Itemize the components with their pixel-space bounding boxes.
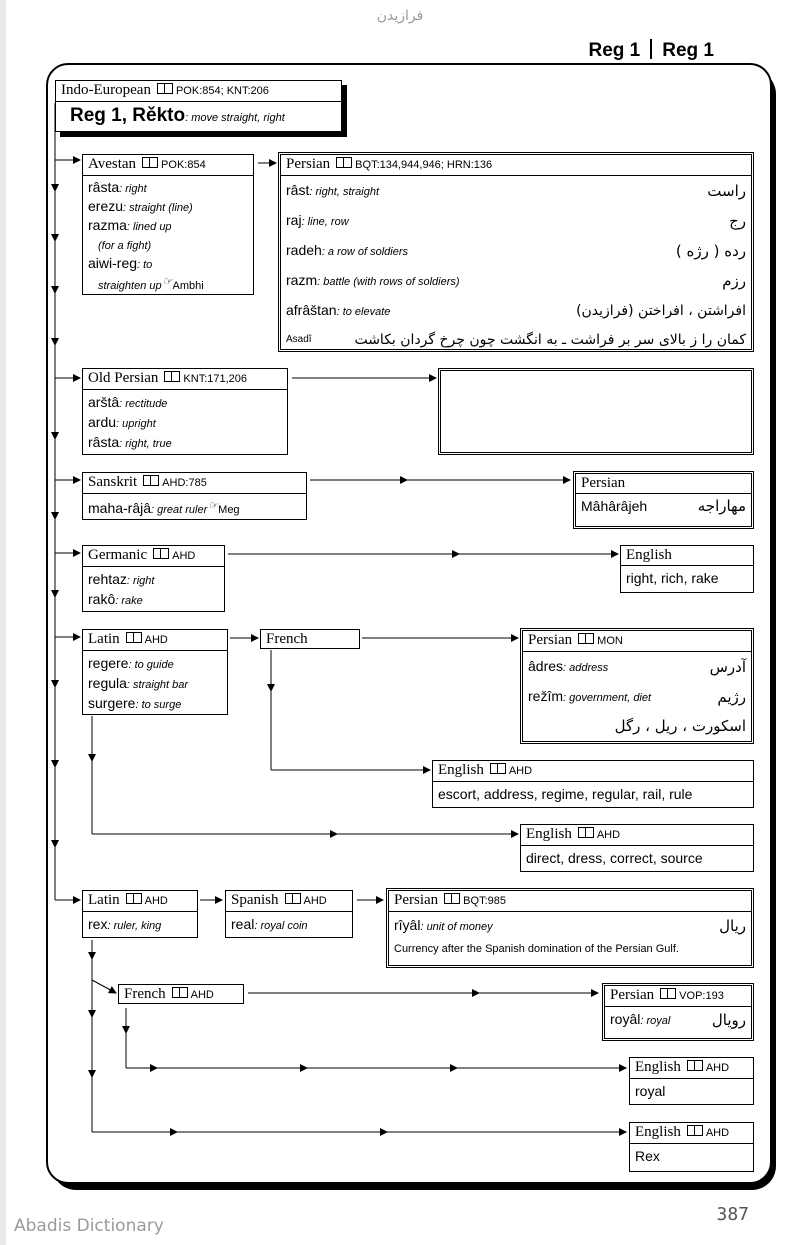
persian4-ref: BQT:985 xyxy=(463,895,506,907)
persian4-header xyxy=(389,891,751,912)
persian1-verse-row xyxy=(286,326,746,354)
spanish-ref: AHD xyxy=(303,895,327,907)
latin2-box xyxy=(82,890,198,938)
latin2-body: rex: ruler, king xyxy=(88,916,162,932)
old-persian-entry: râsta: right, true xyxy=(88,434,172,450)
persian2-word: Mâhârâjeh xyxy=(581,498,648,514)
spanish-lang: Spanish xyxy=(231,892,279,908)
avestan-box xyxy=(82,154,254,295)
english5-box xyxy=(629,1122,754,1172)
english5-ref: AHD xyxy=(705,1127,730,1139)
sanskrit-see: Meg xyxy=(218,504,240,516)
persian2-box xyxy=(573,471,754,529)
english4-box xyxy=(629,1057,754,1105)
avestan-lang: Avestan xyxy=(88,156,137,172)
book-icon xyxy=(578,633,594,644)
persian1-box xyxy=(278,152,754,352)
latin2-header xyxy=(83,891,197,912)
germanic-box xyxy=(82,545,225,612)
persian2-body xyxy=(576,494,751,517)
persian1-body xyxy=(281,176,751,356)
french1-box xyxy=(260,629,360,649)
english4-words: royal xyxy=(635,1083,666,1099)
persian5-fa: رویال xyxy=(711,1011,746,1029)
persian5-box xyxy=(602,983,754,1041)
latin1-entry: regere: to guide xyxy=(88,655,174,671)
book-icon xyxy=(490,763,506,774)
persian1-verse: کمان را ز بالای سر بر فراشت ـ به انگشت چون چرخ گردان بکاشت xyxy=(354,332,746,348)
english3-ref: AHD xyxy=(596,829,621,841)
english4-ref: AHD xyxy=(705,1062,730,1074)
french2-header xyxy=(119,985,243,1005)
root-ref: POK:854; KNT:206 xyxy=(157,85,269,97)
persian5-ref: VOP:193 xyxy=(679,990,724,1002)
english2-box xyxy=(432,760,754,808)
avestan-entry-cont: straighten up☞Ambhi xyxy=(98,276,204,292)
english1-box xyxy=(620,545,754,593)
book-icon xyxy=(444,893,460,904)
english5-lang: English xyxy=(635,1124,681,1140)
pointing-hand-icon: ☞ xyxy=(208,500,219,512)
germanic-entry: rakô: rake xyxy=(88,591,143,607)
english3-words: direct, dress, correct, source xyxy=(526,850,703,866)
root-lang: Indo-European xyxy=(61,82,151,98)
book-icon xyxy=(142,157,158,168)
book-icon xyxy=(285,893,301,904)
germanic-lang: Germanic xyxy=(88,547,148,563)
english3-box xyxy=(520,824,754,872)
germanic-ref: AHD xyxy=(172,550,196,562)
sanskrit-word: maha-râjâ xyxy=(88,500,152,516)
old-persian-body xyxy=(83,390,287,455)
latin1-header xyxy=(83,630,227,651)
root-header xyxy=(56,81,341,102)
english2-header xyxy=(433,761,753,782)
persian3-extra: اسکورت ، ریل ، رگل xyxy=(614,717,746,735)
book-icon xyxy=(687,1125,703,1136)
spanish-header xyxy=(226,891,352,912)
latin1-entry: regula: straight bar xyxy=(88,675,189,691)
persian3-ref: MON xyxy=(597,635,623,647)
avestan-ref: POK:854 xyxy=(161,159,206,171)
root-body xyxy=(56,102,341,127)
book-icon xyxy=(578,827,594,838)
book-icon xyxy=(153,548,169,559)
book-icon xyxy=(687,1060,703,1071)
page-number: 387 xyxy=(716,1204,749,1225)
english2-words: escort, address, regime, regular, rail, rule xyxy=(438,786,693,802)
root-gloss: : move straight, right xyxy=(185,112,285,124)
english3-lang: English xyxy=(526,826,572,842)
persian3-body xyxy=(523,652,751,742)
persian2-header xyxy=(576,474,751,494)
persian4-body xyxy=(389,912,751,960)
old-persian-entry: ardu: upright xyxy=(88,414,156,430)
persian5-body xyxy=(605,1007,751,1032)
watermark-brand: Abadis Dictionary xyxy=(14,1216,164,1236)
avestan-entry: erezu: straight (line) xyxy=(88,198,193,214)
english5-words: Rex xyxy=(635,1148,660,1164)
persian4-note: Currency after the Spanish domination of the Persian Gulf. xyxy=(394,943,679,955)
persian3-lang: Persian xyxy=(528,632,573,648)
persian4-box xyxy=(386,888,754,968)
empty-box xyxy=(438,368,754,455)
germanic-header xyxy=(83,546,224,567)
book-icon xyxy=(164,371,180,382)
old-persian-ref: KNT:171,206 xyxy=(183,373,248,385)
persian4-fa: ریال xyxy=(719,917,746,935)
latin1-lang: Latin xyxy=(88,631,120,647)
english3-header xyxy=(521,825,753,846)
spanish-box xyxy=(225,890,353,938)
persian2-fa: مهاراجه xyxy=(697,497,746,515)
book-icon xyxy=(336,157,352,168)
spanish-body: real: royal coin xyxy=(231,916,308,932)
french2-ref: AHD xyxy=(190,989,214,1001)
french2-box xyxy=(118,984,244,1004)
persian3-header xyxy=(523,631,751,652)
persian4-lang: Persian xyxy=(394,892,439,908)
persian3-box xyxy=(520,628,754,744)
sanskrit-lang: Sanskrit xyxy=(88,474,138,490)
book-icon xyxy=(660,988,676,999)
persian5-word: royâl xyxy=(610,1011,641,1027)
english5-header xyxy=(630,1123,753,1144)
avestan-entry: aiwi-reg: to xyxy=(88,255,153,271)
persian3-extra-row xyxy=(528,712,746,740)
persian1-poet: Asadî xyxy=(286,334,312,345)
avestan-body xyxy=(83,176,253,297)
old-persian-header xyxy=(83,369,287,390)
persian5-gloss: : royal xyxy=(640,1015,671,1027)
latin1-box xyxy=(82,629,228,715)
germanic-entry: rehtaz: right xyxy=(88,571,155,587)
persian4-word: rîyâl xyxy=(394,917,421,933)
sanskrit-header xyxy=(83,473,306,494)
old-persian-box xyxy=(82,368,288,455)
persian5-lang: Persian xyxy=(610,987,655,1003)
root-box xyxy=(55,80,342,132)
english4-lang: English xyxy=(635,1059,681,1075)
avestan-entry: râsta: right xyxy=(88,179,147,195)
sanskrit-body xyxy=(83,494,306,521)
english4-header xyxy=(630,1058,753,1079)
english1-lang: English xyxy=(626,547,672,563)
french1-lang: French xyxy=(266,631,308,647)
pointing-hand-icon: ☞ xyxy=(162,276,173,288)
persian2-lang: Persian xyxy=(581,475,626,491)
sanskrit-gloss: : great ruler xyxy=(151,504,208,516)
english2-ref: AHD xyxy=(508,765,533,777)
header-right: Reg 1 xyxy=(662,40,714,61)
old-persian-entry: arštâ: rectitude xyxy=(88,394,168,410)
book-icon xyxy=(126,893,142,904)
germanic-body xyxy=(83,567,224,612)
old-persian-lang: Old Persian xyxy=(88,370,159,386)
persian1-header xyxy=(281,155,751,176)
persian1-entry: afrâštan: to elevate افراشتن ، افراختن (فرازیدن) xyxy=(286,302,746,319)
persian1-ref: BQT:134,944,946; HRN:136 xyxy=(355,159,493,171)
avestan-entry: (for a fight) xyxy=(98,240,152,252)
book-icon xyxy=(126,632,142,643)
avestan-entry: razma: lined up xyxy=(88,217,172,233)
latin1-body xyxy=(83,651,227,716)
book-icon xyxy=(157,83,173,94)
sanskrit-box xyxy=(82,472,307,520)
avestan-header xyxy=(83,155,253,176)
sanskrit-ref: AHD:785 xyxy=(162,477,207,489)
persian4-gloss: : unit of money xyxy=(420,921,493,933)
header-left: Reg 1 xyxy=(588,40,641,61)
english1-header xyxy=(621,546,753,566)
latin2-lang: Latin xyxy=(88,892,120,908)
persian1-entry: râst: right, straight راست xyxy=(286,182,746,200)
persian1-entry: raj: line, row رج xyxy=(286,212,746,230)
persian3-entry: âdres: address آدرس xyxy=(528,658,746,676)
english2-lang: English xyxy=(438,762,484,778)
persian5-header xyxy=(605,986,751,1007)
english1-words: right, rich, rake xyxy=(626,570,719,586)
persian3-entry: režîm: government, diet رژیم xyxy=(528,688,746,706)
latin2-ref: AHD xyxy=(144,895,168,907)
book-icon xyxy=(143,475,159,486)
root-word: Reg 1, Rěkto xyxy=(70,105,186,126)
page-top-title: فرازیدن xyxy=(376,8,424,24)
french2-lang: French xyxy=(124,986,166,1002)
book-icon xyxy=(172,987,188,998)
persian1-entry: radeh: a row of soldiers رده ( رژه ) xyxy=(286,242,746,260)
persian1-lang: Persian xyxy=(286,156,331,172)
persian1-entry: razm: battle (with rows of soldiers) رزم xyxy=(286,272,746,290)
latin1-ref: AHD xyxy=(144,634,168,646)
latin1-entry: surgere: to surge xyxy=(88,695,182,711)
